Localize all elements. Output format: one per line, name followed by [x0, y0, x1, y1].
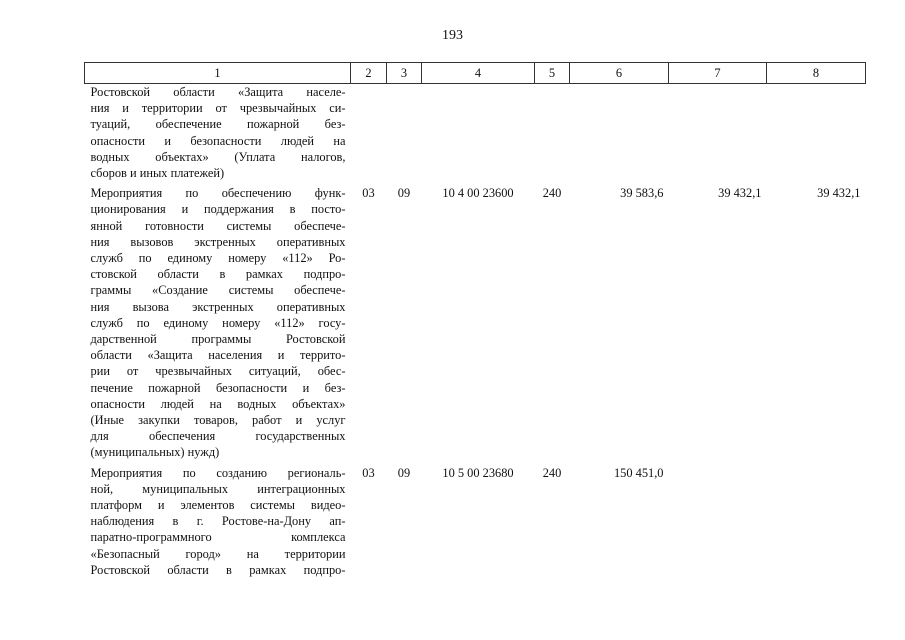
cell-pr — [387, 84, 422, 186]
budget-table — [84, 62, 866, 578]
column-header: 4 — [422, 63, 535, 84]
cell-csr — [422, 84, 535, 186]
row-description — [85, 185, 351, 464]
description-line: опасности людей на водных объектах» — [90, 396, 346, 411]
table-row — [85, 465, 866, 578]
cell-rz — [351, 84, 387, 186]
description-line: паратно-программного комплекса — [90, 530, 346, 545]
cell-sum-3 — [767, 465, 866, 578]
cell-csr: 10 4 00 23600 — [442, 186, 514, 201]
cell-sum-1: 150 451,0 — [613, 465, 664, 480]
description-line: Мероприятия по созданию региональ- — [90, 465, 346, 480]
cell-vr: 240 — [542, 465, 562, 480]
table-row — [85, 84, 866, 186]
description-line: ной, муниципальных интеграционных — [90, 481, 346, 496]
description-line: граммы «Создание системы обеспече- — [90, 283, 346, 298]
cell-sum-1 — [570, 84, 669, 186]
column-header: 2 — [351, 63, 387, 84]
description-line: ния вызовов экстренных оперативных — [90, 234, 346, 249]
description-line: Ростовской области в рамках подпро- — [90, 562, 346, 577]
column-header: 5 — [535, 63, 570, 84]
table-header-row — [85, 63, 866, 84]
description-line: ционирования и поддержания в посто- — [90, 202, 346, 217]
description-line: служб по единому номеру «112» госу- — [90, 315, 346, 330]
cell-pr: 09 — [397, 465, 411, 480]
page-number: 193 — [442, 28, 463, 43]
description-line: стовской области в рамках подпро- — [90, 267, 346, 282]
row-description — [85, 465, 351, 578]
description-line: ния и территории от чрезвычайных си- — [90, 101, 346, 116]
column-header: 3 — [387, 63, 422, 84]
row-description — [85, 84, 351, 186]
description-line: Ростовской области «Защита населе- — [90, 85, 346, 99]
description-line: янной готовности системы обеспече- — [90, 218, 346, 233]
description-line: (Иные закупки товаров, работ и услуг — [90, 413, 346, 428]
description-line: ния вызова экстренных оперативных — [90, 299, 346, 314]
cell-sum-2 — [669, 84, 767, 186]
cell-sum-3: 39 432,1 — [817, 186, 861, 201]
description-line: (муниципальных) нужд) — [90, 445, 220, 460]
column-header: 8 — [767, 63, 866, 84]
description-line: сборов и иных платежей) — [90, 166, 225, 181]
description-line: области «Защита населения и террито- — [90, 348, 346, 363]
cell-rz: 03 — [362, 465, 375, 480]
description-line: «Безопасный город» на территории — [90, 546, 346, 561]
description-line: служб по единому номеру «112» Ро- — [90, 251, 346, 266]
cell-sum-1: 39 583,6 — [620, 186, 664, 201]
cell-sum-2 — [669, 465, 767, 578]
cell-sum-3 — [767, 84, 866, 186]
description-line: водных объектах» (Уплата налогов, — [90, 149, 346, 164]
cell-csr: 10 5 00 23680 — [442, 465, 514, 480]
cell-vr: 240 — [542, 186, 562, 201]
cell-sum-2: 39 432,1 — [718, 186, 762, 201]
cell-rz: 03 — [362, 186, 375, 201]
description-line: наблюдения в г. Ростове-на-Дону ап- — [90, 514, 346, 529]
description-line: Мероприятия по обеспечению функ- — [90, 186, 346, 201]
column-header: 1 — [85, 63, 351, 84]
description-line: печение пожарной безопасности и без- — [90, 380, 346, 395]
description-line: опасности и безопасности людей на — [90, 133, 346, 148]
description-line: дарственной программы Ростовской — [90, 332, 346, 347]
description-line: для обеспечения государственных — [90, 429, 346, 444]
cell-pr: 09 — [397, 186, 411, 201]
cell-vr — [535, 84, 570, 186]
description-line: рии от чрезвычайных ситуаций, обес- — [90, 364, 346, 379]
column-header: 7 — [669, 63, 767, 84]
table-row — [85, 185, 866, 464]
column-header: 6 — [570, 63, 669, 84]
description-line: туаций, обеспечение пожарной без- — [90, 117, 346, 132]
description-line: платформ и элементов системы видео- — [90, 498, 346, 513]
